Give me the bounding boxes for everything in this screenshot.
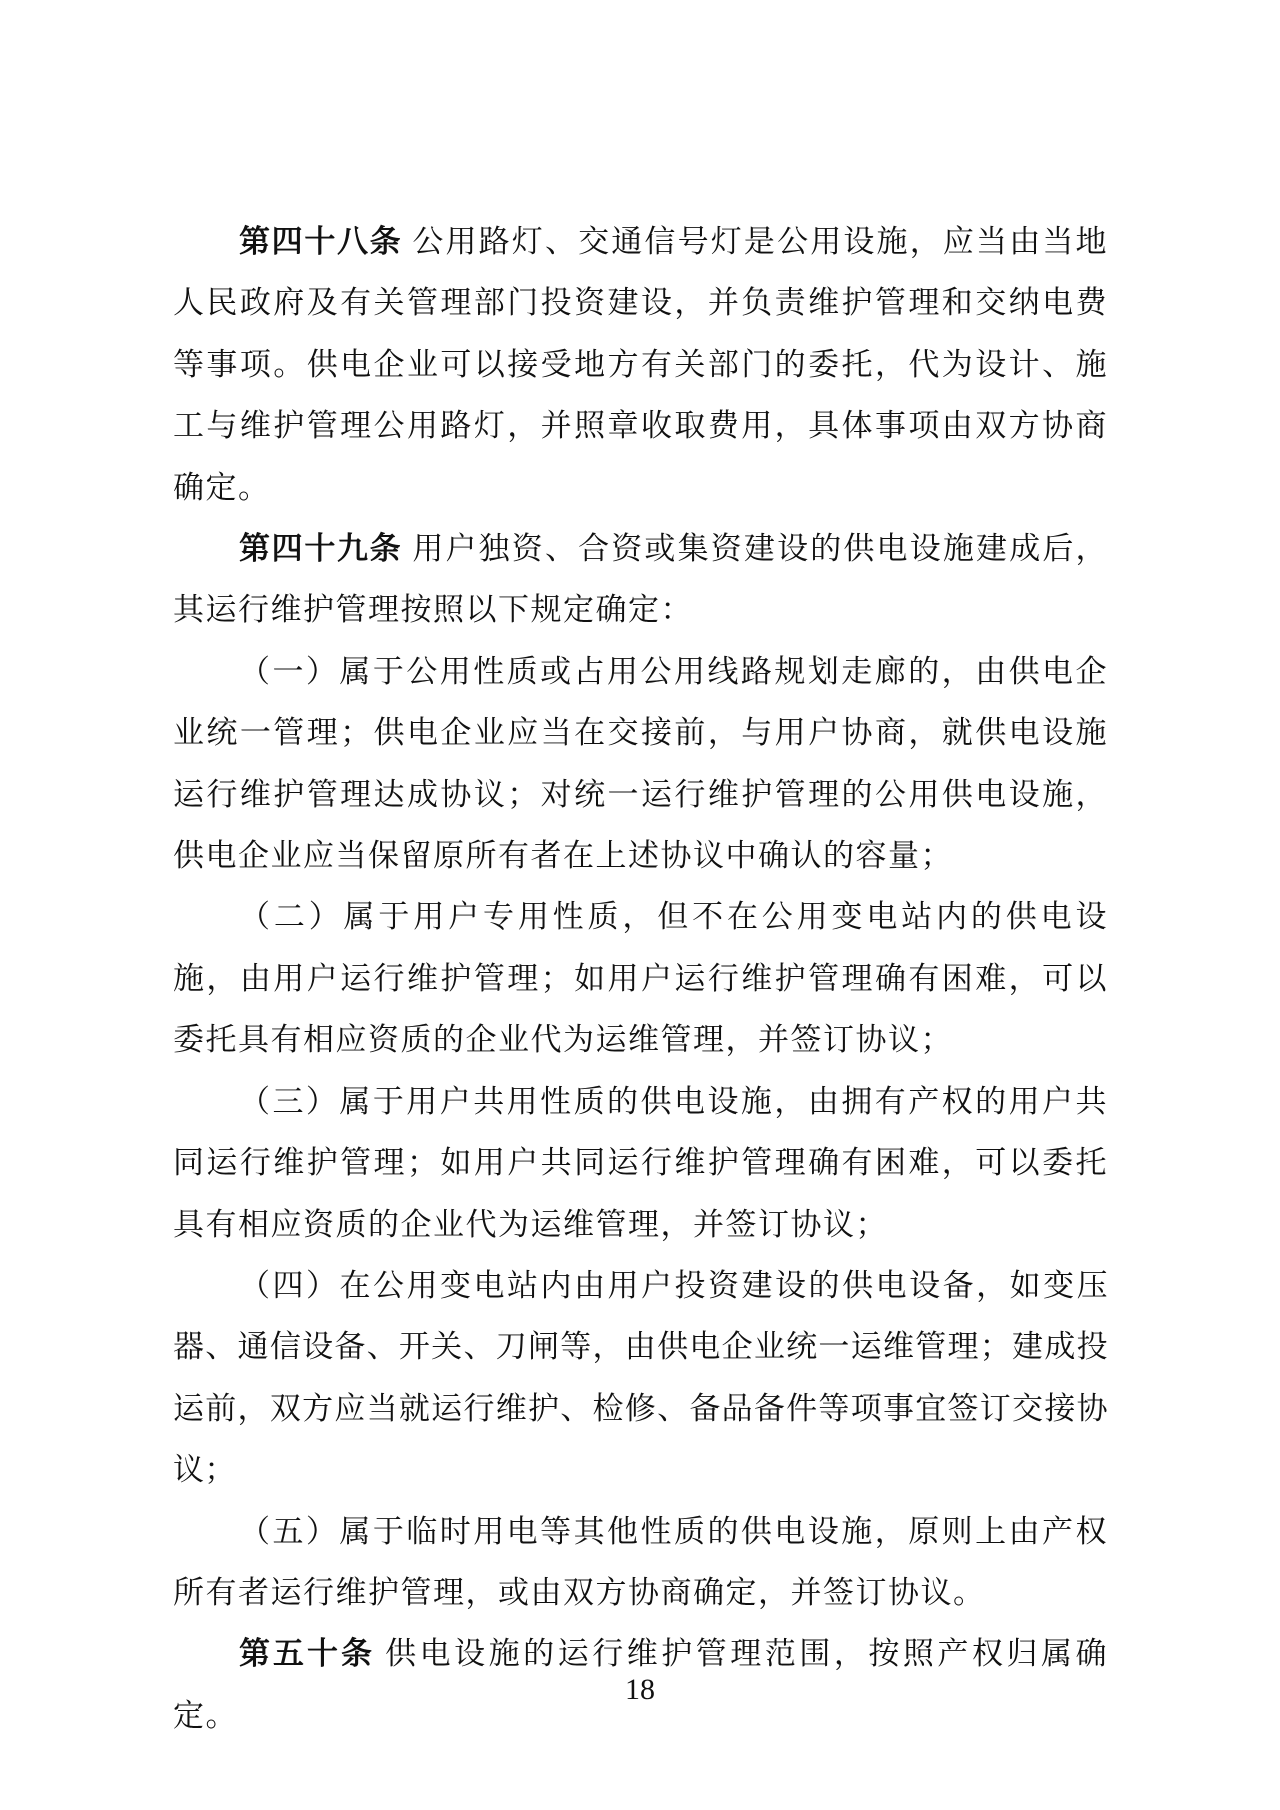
article-49-item-5: （五）属于临时用电等其他性质的供电设施，原则上由产权所有者运行维护管理，或由双方协商确定，并签订协议。 bbox=[173, 1513, 1108, 1611]
article-48-heading: 第四十八条 bbox=[239, 224, 403, 260]
article-50-heading: 第五十条 bbox=[239, 1636, 376, 1673]
article-48-text: 公用路灯、交通信号灯是公用设施，应当由当地人民政府及有关管理部门投资建设，并负责维护管理和交纳电费等事项。供电企业可以接受地方有关部门的委托，代为设计、施工与维护管理公用路灯，并照章收取费用，具体事项由双方协商确定。 bbox=[173, 224, 1109, 506]
article-50-text: 供电设施的运行维护管理范围，按照产权归属确定。 bbox=[173, 1636, 1109, 1734]
document-body bbox=[173, 212, 1108, 1747]
article-49-item-1: （一）属于公用性质或占用公用线路规划走廊的，由供电企业统一管理；供电企业应当在交接前，与用户协商，就供电设施运行维护管理达成协议；对统一运行维护管理的公用供电设施，供电企业应当保留原所有者在上述协议中确认的容量； bbox=[173, 653, 1108, 875]
page-number: 18 bbox=[625, 1673, 655, 1706]
article-49-item-2: （二）属于用户专用性质，但不在公用变电站内的供电设施，由用户运行维护管理；如用户运行维护管理确有困难，可以委托具有相应资质的企业代为运维管理，并签订协议； bbox=[173, 899, 1108, 1059]
article-49-text: 用户独资、合资或集资建设的供电设施建成后，其运行维护管理按照以下规定确定： bbox=[173, 531, 1109, 629]
article-49 bbox=[173, 519, 1108, 642]
article-49-item-3: （三）属于用户共用性质的供电设施，由拥有产权的用户共同运行维护管理；如用户共同运行维护管理确有困难，可以委托具有相应资质的企业代为运维管理，并签订协议； bbox=[173, 1083, 1108, 1243]
article-48 bbox=[173, 212, 1108, 519]
article-49-heading: 第四十九条 bbox=[239, 531, 403, 568]
article-49-item-4: （四）在公用变电站内由用户投资建设的供电设备，如变压器、通信设备、开关、刀闸等，由供电企业统一运维管理；建成投运前，双方应当就运行维护、检修、备品备件等项事宜签订交接协议； bbox=[173, 1267, 1108, 1489]
